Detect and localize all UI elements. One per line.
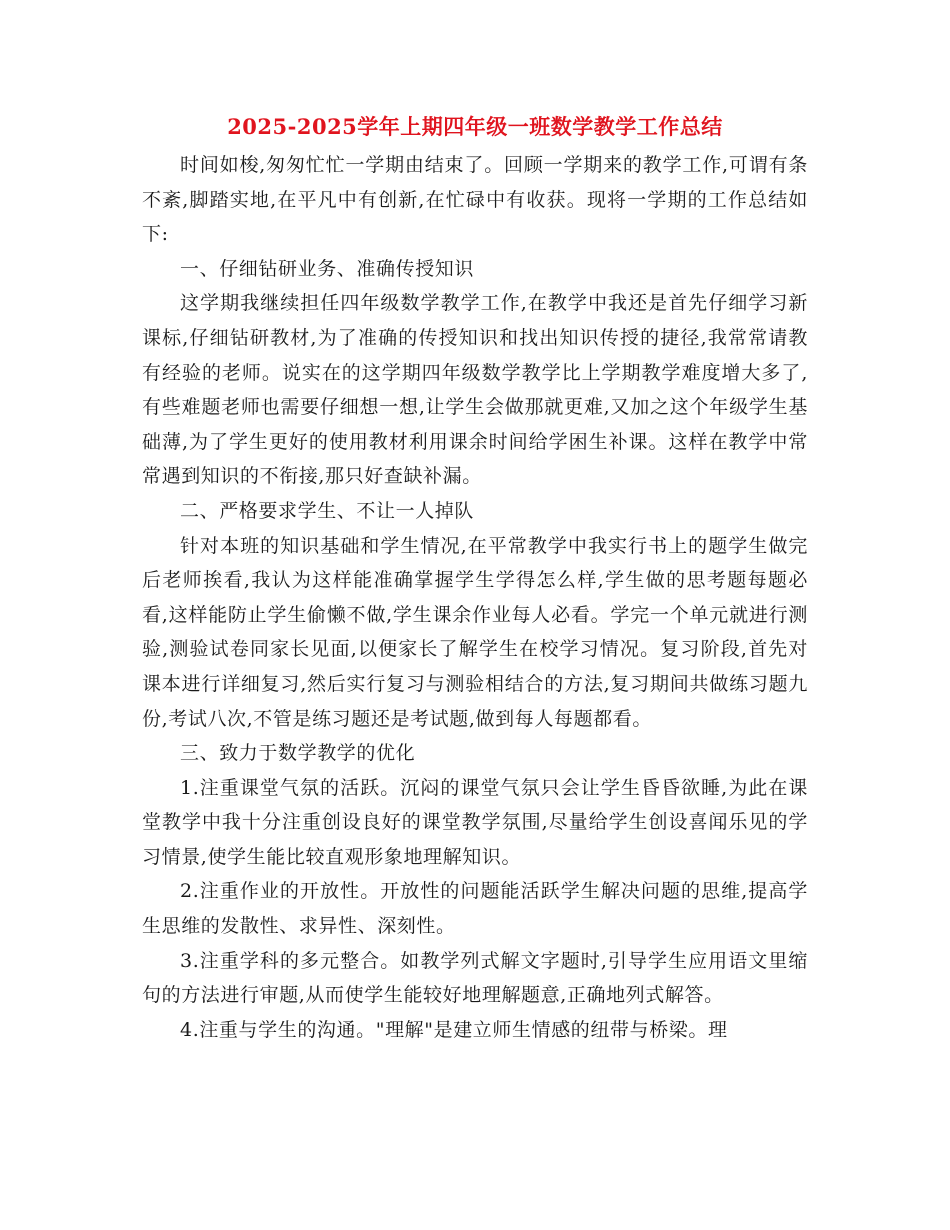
section-3-item-2: 2.注重作业的开放性。开放性的问题能活跃学生解决问题的思维,提高学生思维的发散性、求异性、深刻性。	[142, 880, 808, 938]
section-2-paragraph: 针对本班的知识基础和学生情况,在平常教学中我实行书上的题学生做完后老师挨看,我认为这样能准确掌握学生学得怎么样,学生做的思考题每题必看,这样能防止学生偷懒不做,学生课余作业每人必看。学完一个单元就进行测验,测验试卷同家长见面,以便家长了解学生在校学习情况。复习阶段,首先对课本进行详细复习,然后实行复习与测验相结合的方法,复习期间共做练习题九份,考试八次,不管是练习题还是考试题,做到每人每题都看。	[142, 534, 808, 730]
document-title: 2025-2025学年上期四年级一班数学教学工作总结	[227, 114, 723, 139]
intro-paragraph: 时间如梭,匆匆忙忙一学期由结束了。回顾一学期来的教学工作,可谓有条不紊,脚踏实地,在平凡中有创新,在忙碌中有收获。现将一学期的工作总结如下:	[142, 154, 808, 246]
section-1-paragraph: 这学期我继续担任四年级数学教学工作,在教学中我还是首先仔细学习新课标,仔细钻研教材,为了准确的传授知识和找出知识传授的捷径,我常常请教有经验的老师。说实在的这学期四年级数学教学比上学期教学难度增大多了,有些难题老师也需要仔细想一想,让学生会做那就更难,又加之这个年级学生基础薄,为了学生更好的使用教材利用课余时间给学困生补课。这样在教学中常常遇到知识的不衔接,那只好查缺补漏。	[142, 292, 808, 488]
section-3-item-4: 4.注重与学生的沟通。"理解"是建立师生情感的纽带与桥梁。理	[180, 1018, 728, 1041]
section-heading-3: 三、致力于数学教学的优化	[180, 742, 416, 765]
section-3-item-1: 1.注重课堂气氛的活跃。沉闷的课堂气氛只会让学生昏昏欲睡,为此在课堂教学中我十分注重创设良好的课堂教学氛围,尽量给学生创设喜闻乐见的学习情景,使学生能比较直观形象地理解知识。	[142, 776, 808, 868]
section-3-item-3: 3.注重学科的多元整合。如教学列式解文字题时,引导学生应用语文里缩句的方法进行审题,从而使学生能较好地理解题意,正确地列式解答。	[142, 949, 808, 1007]
section-heading-2: 二、严格要求学生、不让一人掉队	[180, 499, 475, 522]
section-heading-1: 一、仔细钻研业务、准确传授知识	[180, 257, 475, 280]
